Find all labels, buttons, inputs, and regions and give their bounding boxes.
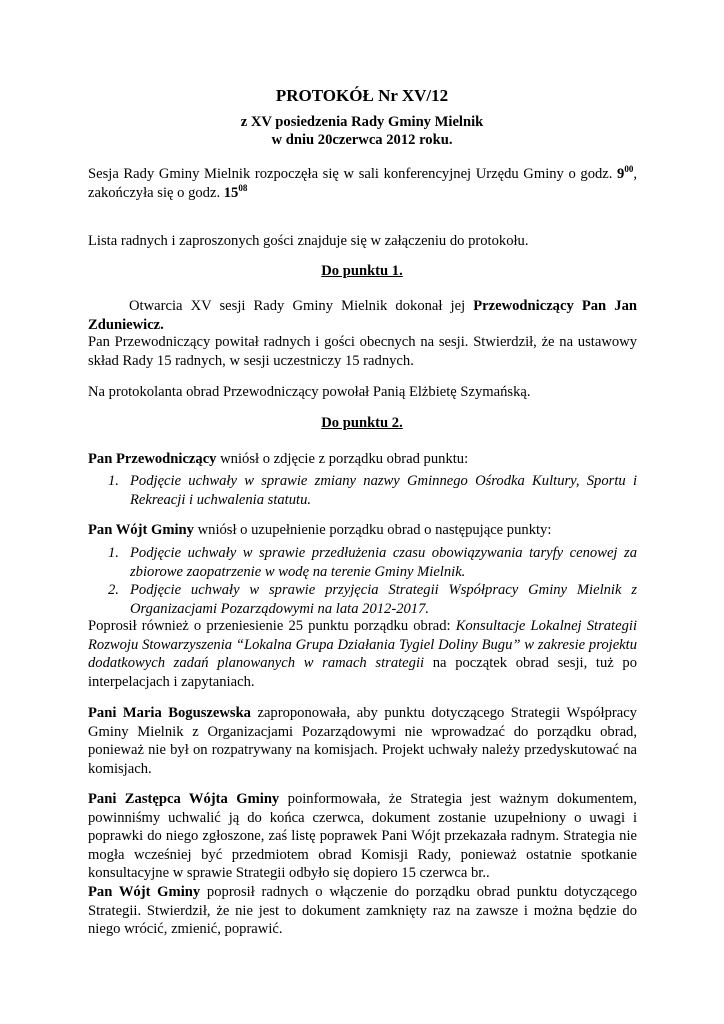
wojt2-speaker: Pan Wójt Gminy bbox=[88, 884, 201, 900]
end-minutes: 08 bbox=[238, 182, 248, 193]
point-2-heading: Do punktu 2. bbox=[321, 415, 403, 431]
start-hour: 9 bbox=[617, 166, 625, 182]
boguszewska-text: zaproponowała, aby punktu dotyczącego Strategii Współpracy Gminy Mielnik z Organizacjami Pozarządowymi nie wprowadzać do porządku obrad, ponieważ nie był on rozpatrywany na komisjach. Projekt uchwały należy przedyskutować na komisjach. bbox=[88, 705, 637, 777]
chair-speaker: Pan Przewodniczący bbox=[88, 451, 217, 467]
zastepca-paragraph bbox=[88, 790, 637, 883]
list-item-text: Podjęcie uchwały w sprawie przyjęcia Strategii Współpracy Gminy Mielnik z Organizacjami Pozarządowymi na lata 2012-2017. bbox=[130, 582, 637, 617]
list-item-text: Podjęcie uchwały w sprawie przedłużenia czasu obowiązywania taryfy cenowej za zbiorowe zaopatrzenie w wodę na terenie Gminy Mielnik. bbox=[130, 545, 637, 580]
session-date: w dniu 20czerwca 2012 roku. bbox=[271, 132, 453, 148]
document-title: PROTOKÓŁ Nr XV/12 bbox=[275, 86, 449, 105]
chairman-name: Przewodniczący Pan Jan Zduniewicz. bbox=[88, 298, 637, 333]
wojt-motion-text: wniósł o uzupełnienie porządku obrad o następujące punkty: bbox=[193, 522, 552, 538]
intro-text-1: Sesja Rady Gminy Mielnik rozpoczęła się w sali konferencyjnej Urzędu Gminy o godz. bbox=[88, 166, 618, 182]
wojt2-text: poprosił radnych o włączenie do porządku obrad punktu dotyczącego Strategii. Stwierdził, że nie jest to dokument zamknięty raz na zawsze i można będzie do niego wrócić, zmienić, poprawić. bbox=[88, 884, 638, 937]
opening-paragraph bbox=[88, 297, 637, 334]
zastepca-text: poinformowała, że Strategia jest ważnym dokumentem, powinniśmy uchwalić ją do końca czerwca, dokument zostanie uzupełniony o uwagi i poprawki do niego zgłoszone, zaś listę poprawek Pani Wójt przekazała radnym. Strategia nie mogła wcześniej być przedmiotem obrad Komisji Rady, ponieważ ostatnie spotkanie konsultacyjne w sprawie Strategii odbyło się dopiero 15 czerwca br.. bbox=[88, 791, 637, 881]
list-item-number: 2. bbox=[108, 582, 119, 598]
chair-motion-paragraph bbox=[88, 450, 637, 469]
list-item bbox=[108, 472, 637, 509]
list-item bbox=[108, 581, 637, 618]
move-point-title: Konsultacje Lokalnej Strategii Rozwoju Stowarzyszenia “Lokalna Grupa Działania Tygiel Doliny Bugu” w zakresie projektu dodatkowych zadań planowanych w ramach strategii bbox=[88, 618, 637, 671]
boguszewska-paragraph bbox=[88, 704, 637, 778]
minutes-taker-paragraph: Na protokolanta obrad Przewodniczący powołał Panią Elżbietę Szymańską. bbox=[88, 384, 531, 400]
zastepca-speaker: Pani Zastępca Wójta Gminy bbox=[88, 791, 280, 807]
intro-text-2: , zakończyła się o godz. bbox=[88, 166, 637, 201]
list-item-number: 1. bbox=[108, 473, 119, 489]
session-subtitle: z XV posiedzenia Rady Gminy Mielnik bbox=[240, 114, 484, 130]
move-point-paragraph bbox=[88, 617, 637, 691]
list-item bbox=[108, 544, 637, 581]
start-minutes: 00 bbox=[624, 164, 634, 174]
chair-motion-text: wniósł o zdjęcie z porządku obrad punktu: bbox=[216, 451, 469, 467]
wojt-speaker: Pan Wójt Gminy bbox=[88, 522, 194, 538]
move-text-2: na początek obrad sesji, tuż po interpelacjach i zapytaniach. bbox=[88, 655, 638, 690]
point-1-heading: Do punktu 1. bbox=[321, 263, 403, 279]
list-item-number: 1. bbox=[108, 545, 119, 561]
opening-text: Otwarcia XV sesji Rady Gminy Mielnik dokonał jej bbox=[129, 298, 474, 314]
session-times-paragraph bbox=[88, 165, 637, 202]
attendance-paragraph: Lista radnych i zaproszonych gości znajduje się w załączeniu do protokołu. bbox=[88, 233, 529, 249]
end-hour: 15 bbox=[223, 184, 239, 201]
list-item-text: Podjęcie uchwały w sprawie zmiany nazwy Gminnego Ośrodka Kultury, Sportu i Rekreacji i uchwalenia statutu. bbox=[130, 473, 637, 508]
greeting-paragraph: Pan Przewodniczący powitał radnych i gości obecnych na sesji. Stwierdził, że na ustawowy skład Rady 15 radnych, w sesji uczestniczy 15 radnych. bbox=[88, 334, 637, 369]
wojt-strategy-paragraph bbox=[88, 883, 637, 939]
boguszewska-speaker: Pani Maria Boguszewska bbox=[88, 705, 251, 721]
wojt-motion-paragraph bbox=[88, 521, 637, 540]
move-text-1: Poprosił również o przeniesienie 25 punktu porządku obrad: bbox=[88, 618, 456, 634]
